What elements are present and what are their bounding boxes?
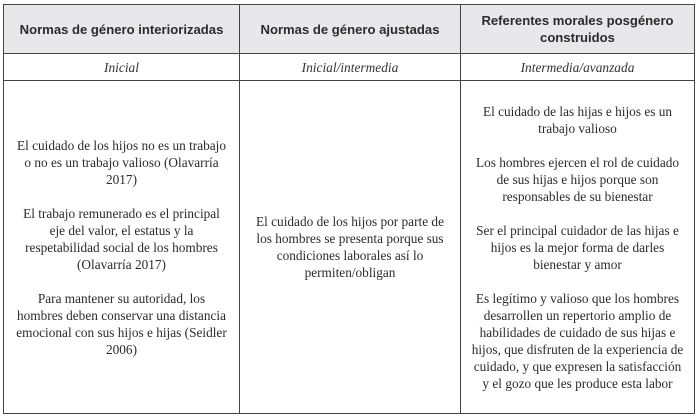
table-level-row (4, 54, 695, 81)
cell-post-gender-referents (461, 81, 695, 414)
paragraph-text: El cuidado de los hijos no es un trabajo o no es un trabajo valioso (Olavarría 2017) (16, 137, 227, 187)
paragraph-text: Los hombres ejercen el rol de cuidado de sus hijas e hijos porque son responsables de su bienestar (475, 154, 680, 204)
paragraph-text: El cuidado de las hijas e hijos es un trabajo valioso (482, 103, 673, 136)
header-post-gender-referents: Referentes morales posgénero construidos (461, 5, 695, 54)
cell-adjusted-norms (240, 81, 461, 414)
gender-norms-table (3, 4, 695, 414)
paragraph-text: Para mantener su autoridad, los hombres deben conservar una distancia emocional con sus hijos e hijas (Seidler 2006) (16, 290, 227, 357)
paragraph-text: El cuidado de los hijos por parte de los hombres se presenta porque sus condiciones laborales así lo permiten/obligan (256, 214, 444, 280)
table-body-row (4, 81, 695, 414)
paragraph-text: El trabajo remunerado es el principal eje del valor, el estatus y la respetabilidad social de los hombres (Olavarría 2017) (23, 205, 220, 272)
paragraph-text: Es legítimo y valioso que los hombres desarrollen un repertorio amplio de habilidades de cuidado de sus hijas e hijos, que disfruten de la experiencia de cuidado, y que expresen la satisfacción y el gozo que les produce esta labor (471, 290, 684, 391)
table-header-row (4, 5, 695, 54)
level-intermediate-advanced: Intermedia/avanzada (461, 54, 695, 81)
cell-internalized-norms (4, 81, 240, 414)
paragraph-text: Ser el principal cuidador de las hijas e hijos es la mejor forma de darles bienestar y amor (476, 222, 679, 272)
header-adjusted-norms: Normas de género ajustadas (240, 5, 461, 54)
level-initial: Inicial (4, 54, 240, 81)
header-internalized-norms: Normas de género interiorizadas (4, 5, 240, 54)
level-initial-intermediate: Inicial/intermedia (240, 54, 461, 81)
